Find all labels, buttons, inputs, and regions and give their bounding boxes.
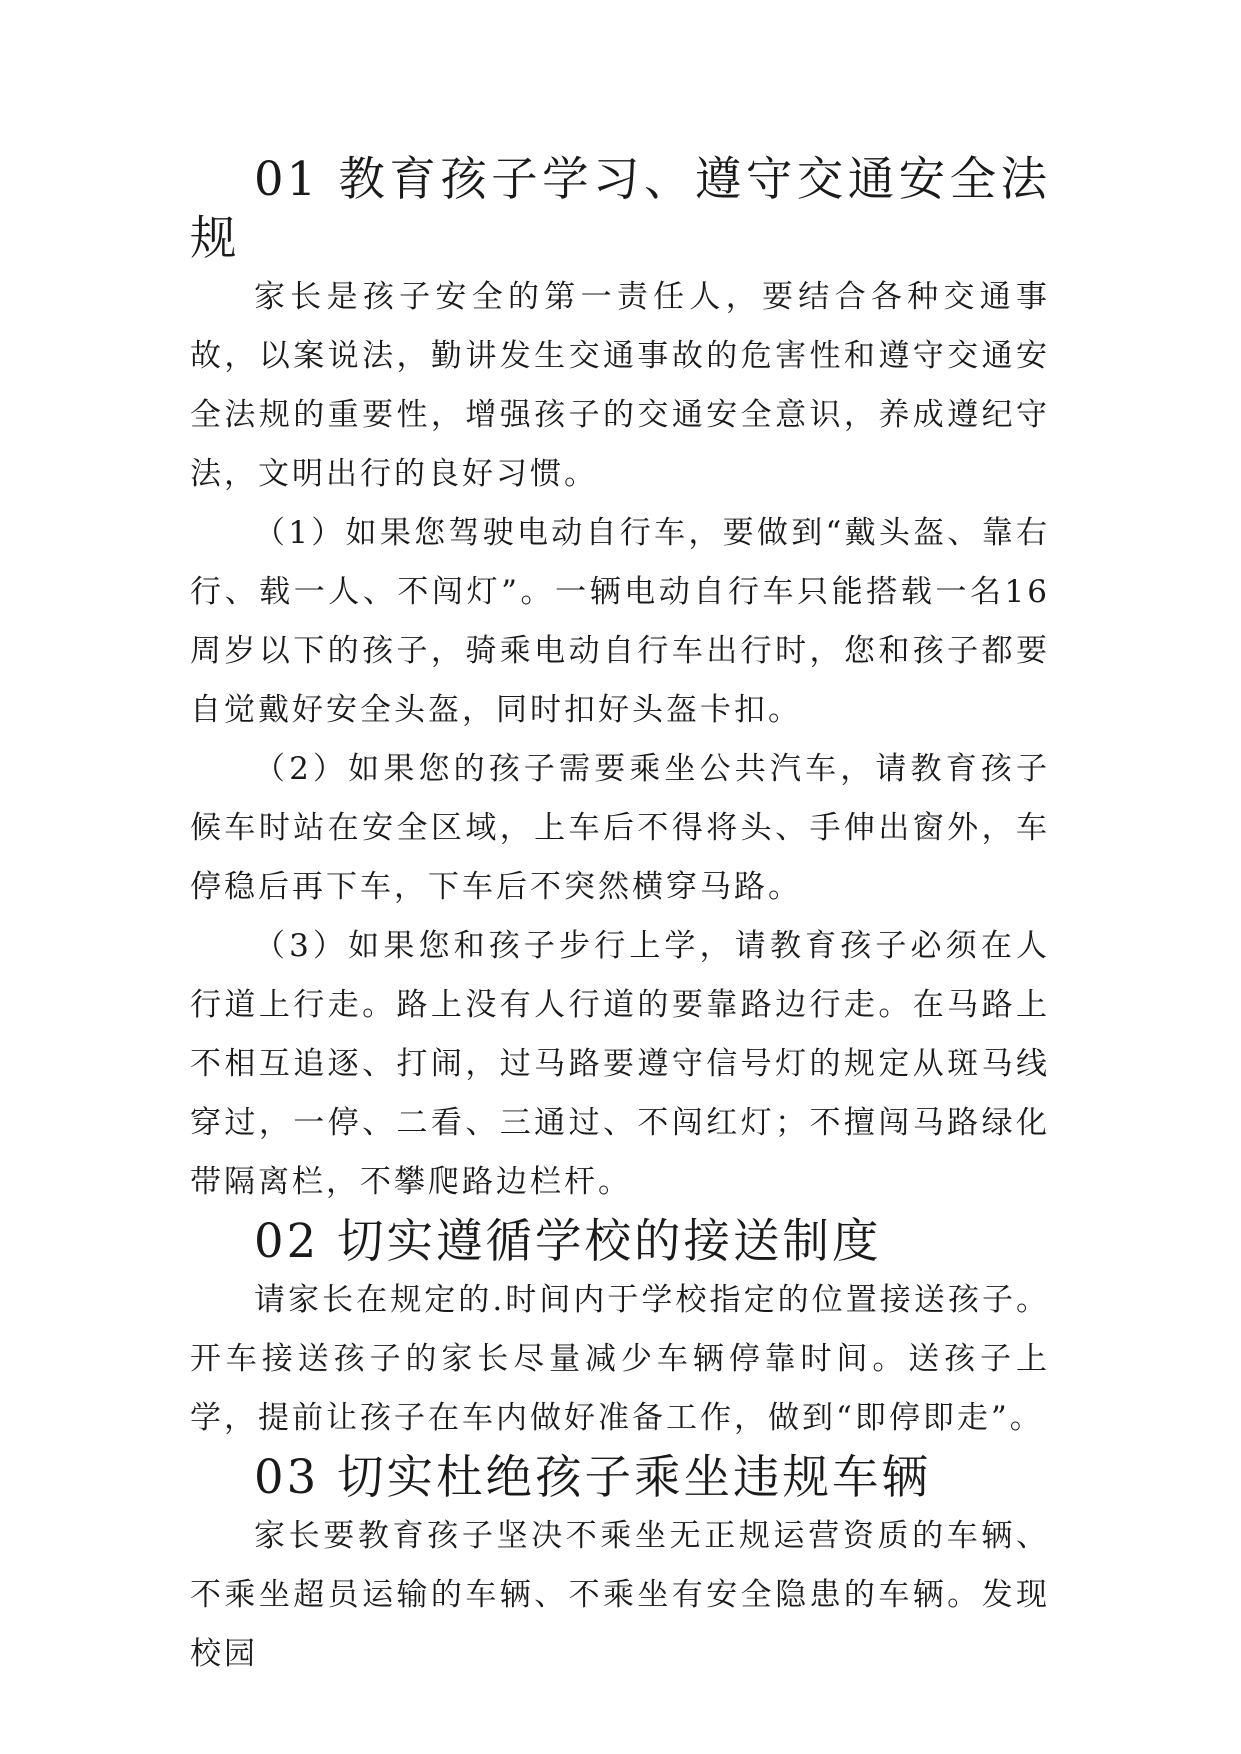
section-heading-3: 03 切实杜绝孩子乘坐违规车辆	[254, 1450, 931, 1504]
paragraph-item-2: （2）如果您的孩子需要乘坐公共汽车，请教育孩子候车时站在安全区域，上车后不得将头、手伸出窗外，车停稳后再下车，下车后不突然横穿马路。	[190, 751, 1050, 905]
paragraph-intro: 家长是孩子安全的第一责任人，要结合各种交通事故，以案说法，勤讲发生交通事故的危害性和遵守交通安全法规的重要性，增强孩子的交通安全意识，养成遵纪守法，文明出行的良好习惯。	[190, 279, 1050, 492]
paragraph-vehicles: 家长要教育孩子坚决不乘坐无正规运营资质的车辆、不乘坐超员运输的车辆、不乘坐有安全隐患的车辆。发现校园	[190, 1518, 1050, 1672]
paragraph-pickup: 请家长在规定的.时间内于学校指定的位置接送孩子。开车接送孩子的家长尽量减少车辆停靠时间。送孩子上学，提前让孩子在车内做好准备工作，做到“即停即走”。	[190, 1282, 1050, 1436]
paragraph-item-1: （1）如果您驾驶电动自行车，要做到“戴头盔、靠右行、载一人、不闯灯”。一辆电动自行车只能搭载一名16周岁以下的孩子，骑乘电动自行车出行时，您和孩子都要自觉戴好安全头盔，同时扣好头盔卡扣。	[190, 515, 1050, 728]
section-heading-1: 01 教育孩子学习、遵守交通安全法规	[190, 152, 1050, 265]
section-heading-2: 02 切实遵循学校的接送制度	[254, 1214, 882, 1268]
paragraph-item-3: （3）如果您和孩子步行上学，请教育孩子必须在人行道上行走。路上没有人行道的要靠路边行走。在马路上不相互追逐、打闹，过马路要遵守信号灯的规定从斑马线穿过，一停、二看、三通过、不闯红灯；不擅闯马路绿化带隔离栏，不攀爬路边栏杆。	[190, 928, 1050, 1200]
document-body	[190, 150, 1050, 1684]
